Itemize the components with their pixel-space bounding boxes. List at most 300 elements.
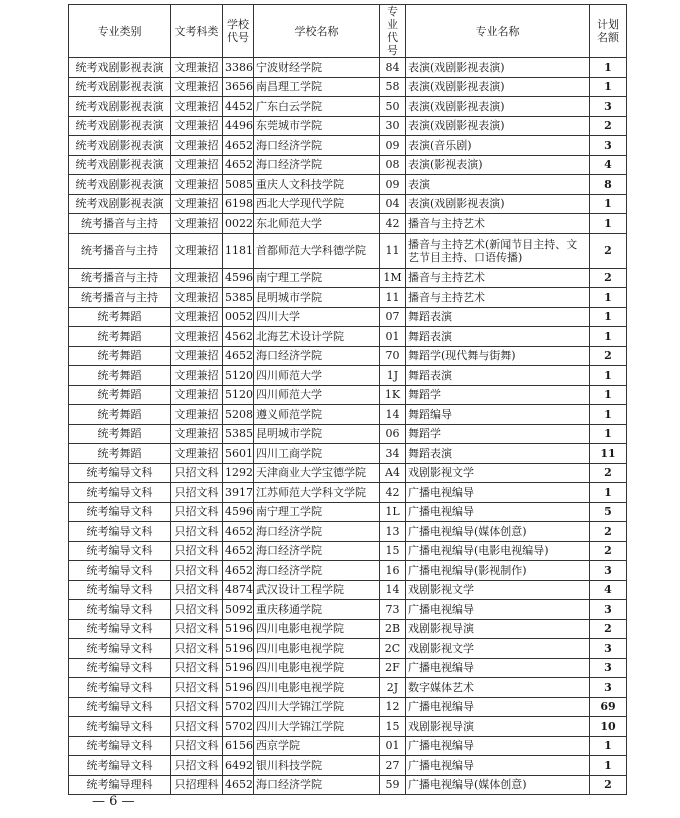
table-cell: 文理兼招: [171, 136, 223, 156]
table-cell: 4652: [223, 522, 254, 542]
table-cell: 文理兼招: [171, 214, 223, 234]
table-cell: 重庆移通学院: [254, 600, 380, 620]
table-cell: 文理兼招: [171, 307, 223, 327]
table-cell: 舞蹈表演: [406, 307, 590, 327]
table-cell: 11: [590, 444, 627, 464]
table-cell: 天津商业大学宝德学院: [254, 463, 380, 483]
table-cell: 04: [380, 194, 406, 214]
table-cell: 3: [590, 639, 627, 659]
table-cell: 统考播音与主持: [69, 214, 171, 234]
table-cell: 南宁理工学院: [254, 502, 380, 522]
table-cell: 舞蹈学(现代舞与街舞): [406, 346, 590, 366]
table-cell: 1: [590, 77, 627, 97]
table-cell: 四川工商学院: [254, 444, 380, 464]
table-cell: 3917: [223, 483, 254, 503]
table-cell: 广播电视编导: [406, 756, 590, 776]
table-row: [69, 717, 627, 737]
table-cell: 4596: [223, 268, 254, 288]
table-cell: 4652: [223, 346, 254, 366]
table-cell: 统考编导文科: [69, 541, 171, 561]
table-cell: 文理兼招: [171, 366, 223, 386]
table-cell: 2B: [380, 619, 406, 639]
table-cell: 8: [590, 175, 627, 195]
table-cell: 5208: [223, 405, 254, 425]
table-cell: 14: [380, 405, 406, 425]
table-cell: 舞蹈学: [406, 424, 590, 444]
table-cell: 1: [590, 58, 627, 78]
table-cell: 统考戏剧影视表演: [69, 116, 171, 136]
table-cell: 07: [380, 307, 406, 327]
table-row: [69, 619, 627, 639]
table-cell: 70: [380, 346, 406, 366]
table-cell: 北海艺术设计学院: [254, 327, 380, 347]
table-cell: 舞蹈表演: [406, 444, 590, 464]
table-row: [69, 194, 627, 214]
table-row: [69, 424, 627, 444]
table-cell: 5120: [223, 385, 254, 405]
table-cell: 5: [590, 502, 627, 522]
table-cell: 11: [380, 288, 406, 308]
table-cell: 16: [380, 561, 406, 581]
table-cell: 2F: [380, 658, 406, 678]
table-cell: 5702: [223, 697, 254, 717]
table-cell: 1: [590, 288, 627, 308]
table-cell: 1: [590, 405, 627, 425]
table-cell: 5196: [223, 639, 254, 659]
table-row: [69, 214, 627, 234]
table-row: [69, 97, 627, 117]
table-cell: 统考戏剧影视表演: [69, 136, 171, 156]
table-row: [69, 541, 627, 561]
table-cell: 舞蹈编导: [406, 405, 590, 425]
table-row: [69, 346, 627, 366]
table-cell: 西京学院: [254, 736, 380, 756]
table-cell: 文理兼招: [171, 405, 223, 425]
table-cell: 1: [590, 366, 627, 386]
table-cell: 播音与主持艺术: [406, 288, 590, 308]
table-cell: 海口经济学院: [254, 136, 380, 156]
table-cell: 东北师范大学: [254, 214, 380, 234]
table-cell: 30: [380, 116, 406, 136]
table-cell: 1M: [380, 268, 406, 288]
table-cell: 1181: [223, 233, 254, 268]
table-cell: 统考编导文科: [69, 619, 171, 639]
table-cell: 3656: [223, 77, 254, 97]
table-cell: 戏剧影视文学: [406, 580, 590, 600]
table-cell: 统考舞蹈: [69, 424, 171, 444]
table-cell: 东莞城市学院: [254, 116, 380, 136]
table-cell: 统考编导文科: [69, 483, 171, 503]
table-cell: 播音与主持艺术(新闻节目主持、文艺节目主持、口语传播): [406, 233, 590, 268]
table-cell: 只招文科: [171, 580, 223, 600]
table-cell: 59: [380, 775, 406, 795]
table-row: [69, 444, 627, 464]
table-cell: 戏剧影视文学: [406, 639, 590, 659]
table-cell: 统考编导文科: [69, 639, 171, 659]
table-cell: 34: [380, 444, 406, 464]
table-cell: 广播电视编导(媒体创意): [406, 775, 590, 795]
table-cell: 文理兼招: [171, 444, 223, 464]
table-cell: 4: [590, 155, 627, 175]
table-cell: 2: [590, 775, 627, 795]
table-cell: 统考播音与主持: [69, 268, 171, 288]
table-cell: 统考舞蹈: [69, 385, 171, 405]
table-cell: 3: [590, 658, 627, 678]
table-cell: 5120: [223, 366, 254, 386]
column-header: 文考科类: [171, 5, 223, 58]
table-cell: 播音与主持艺术: [406, 268, 590, 288]
table-cell: 73: [380, 600, 406, 620]
table-cell: 统考编导文科: [69, 697, 171, 717]
table-row: [69, 77, 627, 97]
table-cell: 2C: [380, 639, 406, 659]
table-cell: 广播电视编导: [406, 658, 590, 678]
table-cell: 统考舞蹈: [69, 444, 171, 464]
table-cell: 统考编导文科: [69, 756, 171, 776]
table-cell: 1: [590, 327, 627, 347]
table-cell: 2: [590, 233, 627, 268]
table-cell: 3: [590, 678, 627, 698]
table-cell: 06: [380, 424, 406, 444]
table-cell: 统考戏剧影视表演: [69, 175, 171, 195]
table-cell: 文理兼招: [171, 155, 223, 175]
table-cell: 文理兼招: [171, 116, 223, 136]
table-cell: 统考编导文科: [69, 717, 171, 737]
table-cell: 统考舞蹈: [69, 307, 171, 327]
table-cell: 表演(影视表演): [406, 155, 590, 175]
table-cell: 南昌理工学院: [254, 77, 380, 97]
table-row: [69, 561, 627, 581]
table-cell: 只招文科: [171, 678, 223, 698]
table-cell: 4452: [223, 97, 254, 117]
table-cell: 只招文科: [171, 561, 223, 581]
table-cell: 统考编导文科: [69, 678, 171, 698]
table-cell: 5385: [223, 424, 254, 444]
table-cell: 统考舞蹈: [69, 405, 171, 425]
table-cell: 表演(音乐剧): [406, 136, 590, 156]
table-cell: 统考戏剧影视表演: [69, 58, 171, 78]
table-cell: 1J: [380, 366, 406, 386]
table-cell: 统考编导文科: [69, 561, 171, 581]
table-cell: 首都师范大学科德学院: [254, 233, 380, 268]
table-cell: 文理兼招: [171, 233, 223, 268]
table-cell: 09: [380, 175, 406, 195]
table-cell: 只招文科: [171, 756, 223, 776]
table-cell: 2: [590, 541, 627, 561]
table-cell: 3: [590, 136, 627, 156]
table-cell: 1292: [223, 463, 254, 483]
table-cell: 播音与主持艺术: [406, 214, 590, 234]
table-cell: 0052: [223, 307, 254, 327]
table-cell: 海口经济学院: [254, 155, 380, 175]
table-cell: 戏剧影视导演: [406, 619, 590, 639]
table-cell: 只招文科: [171, 522, 223, 542]
table-cell: 1: [590, 385, 627, 405]
table-row: [69, 600, 627, 620]
table-cell: 戏剧影视导演: [406, 717, 590, 737]
table-cell: 广播电视编导: [406, 502, 590, 522]
table-cell: 四川电影电视学院: [254, 658, 380, 678]
table-cell: 文理兼招: [171, 58, 223, 78]
table-cell: 3386: [223, 58, 254, 78]
table-cell: 四川电影电视学院: [254, 678, 380, 698]
table-cell: 文理兼招: [171, 194, 223, 214]
table-cell: 表演(戏剧影视表演): [406, 194, 590, 214]
table-cell: 四川师范大学: [254, 385, 380, 405]
table-cell: 2: [590, 522, 627, 542]
table-cell: 只招文科: [171, 658, 223, 678]
table-cell: 12: [380, 697, 406, 717]
table-cell: 西北大学现代学院: [254, 194, 380, 214]
table-row: [69, 155, 627, 175]
table-cell: 重庆人文科技学院: [254, 175, 380, 195]
table-cell: 2: [590, 463, 627, 483]
table-cell: 表演: [406, 175, 590, 195]
header-row: [69, 5, 627, 58]
table-cell: 5196: [223, 658, 254, 678]
table-cell: 6198: [223, 194, 254, 214]
table-row: [69, 116, 627, 136]
table-cell: 58: [380, 77, 406, 97]
table-cell: 表演(戏剧影视表演): [406, 58, 590, 78]
table-cell: 1: [590, 756, 627, 776]
table-cell: 四川电影电视学院: [254, 639, 380, 659]
column-header: 计划名额: [590, 5, 627, 58]
table-cell: 文理兼招: [171, 77, 223, 97]
column-header: 专业名称: [406, 5, 590, 58]
table-cell: 统考播音与主持: [69, 288, 171, 308]
table-cell: A4: [380, 463, 406, 483]
table-cell: 昆明城市学院: [254, 288, 380, 308]
table-row: [69, 502, 627, 522]
table-cell: 文理兼招: [171, 385, 223, 405]
table-cell: 只招文科: [171, 639, 223, 659]
table-cell: 海口经济学院: [254, 775, 380, 795]
table-cell: 1L: [380, 502, 406, 522]
table-cell: 四川电影电视学院: [254, 619, 380, 639]
table-cell: 5601: [223, 444, 254, 464]
table-cell: 统考戏剧影视表演: [69, 97, 171, 117]
table-cell: 武汉设计工程学院: [254, 580, 380, 600]
table-cell: 数字媒体艺术: [406, 678, 590, 698]
table-cell: 银川科技学院: [254, 756, 380, 776]
column-header: 学校名称: [254, 5, 380, 58]
table-cell: 4: [590, 580, 627, 600]
table-cell: 广播电视编导(影视制作): [406, 561, 590, 581]
table-cell: 15: [380, 541, 406, 561]
table-cell: 3: [590, 561, 627, 581]
table-cell: 统考播音与主持: [69, 233, 171, 268]
table-row: [69, 697, 627, 717]
table-cell: 海口经济学院: [254, 522, 380, 542]
table-row: [69, 385, 627, 405]
table-cell: 文理兼招: [171, 327, 223, 347]
table-cell: 文理兼招: [171, 346, 223, 366]
table-cell: 1: [590, 307, 627, 327]
table-cell: 1: [590, 214, 627, 234]
table-row: [69, 175, 627, 195]
table-cell: 广播电视编导(电影电视编导): [406, 541, 590, 561]
table-cell: 统考戏剧影视表演: [69, 77, 171, 97]
table-cell: 统考戏剧影视表演: [69, 194, 171, 214]
table-row: [69, 307, 627, 327]
table-row: [69, 58, 627, 78]
table-cell: 只招文科: [171, 619, 223, 639]
table-cell: 表演(戏剧影视表演): [406, 97, 590, 117]
table-row: [69, 580, 627, 600]
column-header: 专业类别: [69, 5, 171, 58]
table-cell: 南宁理工学院: [254, 268, 380, 288]
table-cell: 2: [590, 619, 627, 639]
table-cell: 四川师范大学: [254, 366, 380, 386]
table-cell: 统考编导文科: [69, 463, 171, 483]
table-cell: 统考编导文科: [69, 580, 171, 600]
table-cell: 只招文科: [171, 717, 223, 737]
table-row: [69, 327, 627, 347]
table-row: [69, 639, 627, 659]
table-cell: 4596: [223, 502, 254, 522]
table-cell: 27: [380, 756, 406, 776]
table-cell: 戏剧影视文学: [406, 463, 590, 483]
table-cell: 四川大学锦江学院: [254, 697, 380, 717]
table-cell: 42: [380, 214, 406, 234]
table-row: [69, 775, 627, 795]
table-row: [69, 136, 627, 156]
table-cell: 四川大学: [254, 307, 380, 327]
table-cell: 5702: [223, 717, 254, 737]
table-cell: 5092: [223, 600, 254, 620]
table-cell: 2: [590, 116, 627, 136]
table-cell: 只招文科: [171, 502, 223, 522]
table-cell: 统考舞蹈: [69, 327, 171, 347]
table-cell: 4496: [223, 116, 254, 136]
table-row: [69, 268, 627, 288]
table-body: [69, 58, 627, 795]
table-cell: 统考编导文科: [69, 522, 171, 542]
table-row: [69, 522, 627, 542]
table-cell: 广东白云学院: [254, 97, 380, 117]
table-cell: 文理兼招: [171, 288, 223, 308]
table-cell: 广播电视编导(媒体创意): [406, 522, 590, 542]
column-header: 学校代号: [223, 5, 254, 58]
table-cell: 舞蹈表演: [406, 366, 590, 386]
table-cell: 5385: [223, 288, 254, 308]
table-cell: 4652: [223, 775, 254, 795]
table-cell: 5196: [223, 678, 254, 698]
table-cell: 69: [590, 697, 627, 717]
table-cell: 2: [590, 346, 627, 366]
table-cell: 4874: [223, 580, 254, 600]
table-cell: 6492: [223, 756, 254, 776]
table-cell: 4652: [223, 561, 254, 581]
table-cell: 01: [380, 736, 406, 756]
table-cell: 1K: [380, 385, 406, 405]
table-cell: 广播电视编导: [406, 736, 590, 756]
table-cell: 文理兼招: [171, 97, 223, 117]
table-cell: 江苏师范大学科文学院: [254, 483, 380, 503]
table-cell: 11: [380, 233, 406, 268]
table-cell: 四川大学锦江学院: [254, 717, 380, 737]
table-cell: 昆明城市学院: [254, 424, 380, 444]
table-cell: 14: [380, 580, 406, 600]
table-cell: 只招文科: [171, 463, 223, 483]
table-cell: 只招文科: [171, 483, 223, 503]
table-cell: 0022: [223, 214, 254, 234]
table-cell: 50: [380, 97, 406, 117]
table-cell: 宁波财经学院: [254, 58, 380, 78]
table-cell: 统考舞蹈: [69, 346, 171, 366]
table-cell: 海口经济学院: [254, 561, 380, 581]
table-cell: 08: [380, 155, 406, 175]
table-cell: 6156: [223, 736, 254, 756]
table-cell: 13: [380, 522, 406, 542]
table-row: [69, 463, 627, 483]
table-cell: 统考编导文科: [69, 658, 171, 678]
table-cell: 1: [590, 483, 627, 503]
table-cell: 舞蹈表演: [406, 327, 590, 347]
table-cell: 84: [380, 58, 406, 78]
page-number: — 6 —: [92, 794, 135, 809]
table-cell: 文理兼招: [171, 175, 223, 195]
table-cell: 只招文科: [171, 736, 223, 756]
table-row: [69, 288, 627, 308]
table-cell: 遵义师范学院: [254, 405, 380, 425]
table-cell: 3: [590, 600, 627, 620]
table-row: [69, 405, 627, 425]
table-cell: 统考舞蹈: [69, 366, 171, 386]
table-cell: 2: [590, 268, 627, 288]
table-row: [69, 678, 627, 698]
table-cell: 1: [590, 424, 627, 444]
table-row: [69, 756, 627, 776]
table-cell: 4652: [223, 155, 254, 175]
table-cell: 4652: [223, 136, 254, 156]
table-cell: 海口经济学院: [254, 541, 380, 561]
table-cell: 1: [590, 736, 627, 756]
table-cell: 表演(戏剧影视表演): [406, 116, 590, 136]
table-row: [69, 233, 627, 268]
table-cell: 海口经济学院: [254, 346, 380, 366]
table-cell: 只招理科: [171, 775, 223, 795]
table-cell: 5085: [223, 175, 254, 195]
table-cell: 只招文科: [171, 697, 223, 717]
table-cell: 4652: [223, 541, 254, 561]
table-cell: 2J: [380, 678, 406, 698]
table-cell: 统考戏剧影视表演: [69, 155, 171, 175]
table-cell: 广播电视编导: [406, 697, 590, 717]
table-cell: 统考编导文科: [69, 736, 171, 756]
table-cell: 5196: [223, 619, 254, 639]
column-header: 专业代号: [380, 5, 406, 58]
table-row: [69, 658, 627, 678]
table-row: [69, 483, 627, 503]
table-cell: 广播电视编导: [406, 483, 590, 503]
table-cell: 3: [590, 97, 627, 117]
table-cell: 文理兼招: [171, 424, 223, 444]
table-cell: 文理兼招: [171, 268, 223, 288]
table-cell: 只招文科: [171, 600, 223, 620]
table-cell: 只招文科: [171, 541, 223, 561]
table-cell: 统考编导理科: [69, 775, 171, 795]
table-row: [69, 736, 627, 756]
table-cell: 01: [380, 327, 406, 347]
table-cell: 统考编导文科: [69, 502, 171, 522]
table-cell: 15: [380, 717, 406, 737]
table-cell: 10: [590, 717, 627, 737]
table-cell: 广播电视编导: [406, 600, 590, 620]
table-cell: 舞蹈学: [406, 385, 590, 405]
table-cell: 表演(戏剧影视表演): [406, 77, 590, 97]
